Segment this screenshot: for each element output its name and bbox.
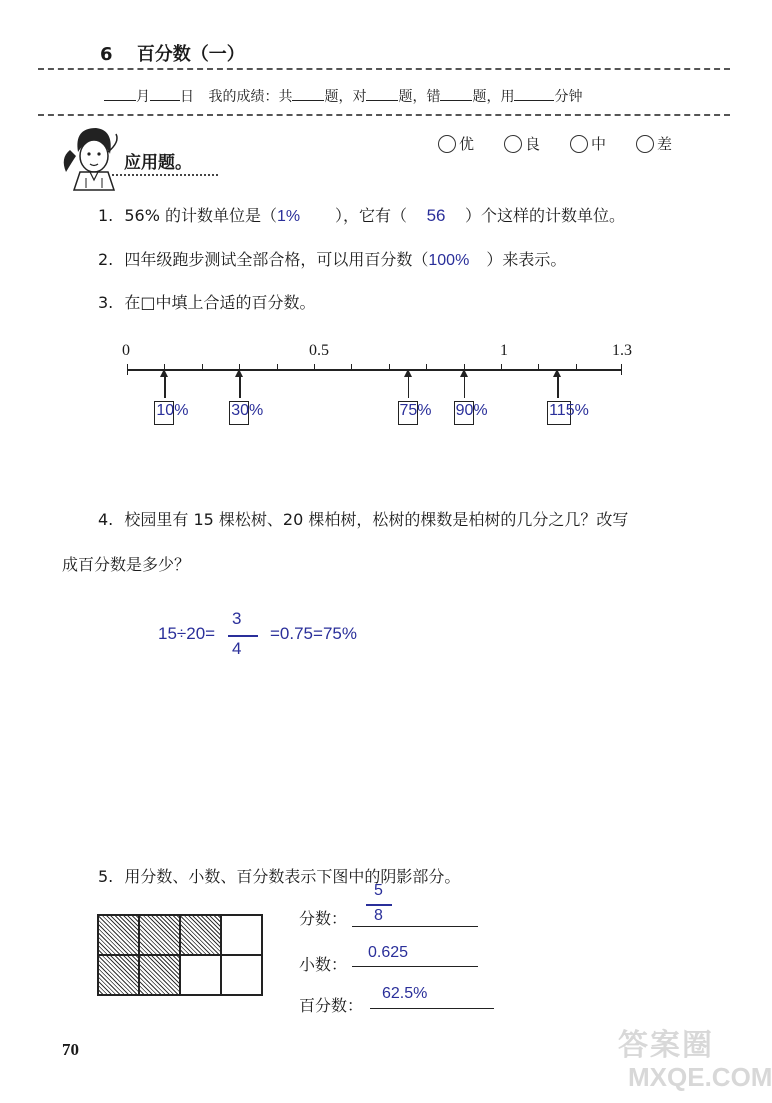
answer-box-value: 30	[231, 402, 249, 419]
answer-percent: 62.5%	[382, 985, 428, 1002]
question-number: 1.	[98, 206, 114, 225]
answer-box-group	[229, 402, 264, 420]
answer-fraction-denominator: 8	[374, 907, 383, 924]
number-line-arrow	[557, 376, 559, 398]
answer-unit: 1%	[277, 208, 301, 225]
grid-cell-shaded	[139, 955, 180, 995]
grid-cell-shaded	[139, 915, 180, 955]
month-label: 月	[136, 89, 150, 105]
grade-label: 优	[459, 135, 475, 153]
fraction-bar	[228, 635, 258, 637]
percent-answer-line	[370, 1008, 494, 1009]
working-left: 15÷20=	[158, 624, 216, 643]
answer-box-group	[154, 402, 189, 420]
percent-label: 百分数：	[299, 996, 364, 1015]
answer-box-group	[454, 402, 486, 420]
decimal-label: 小数：	[299, 955, 348, 974]
q4-working	[158, 609, 458, 662]
question-text: 校园里有 15 棵松树、20 棵柏树，松树的棵数是柏树的几分之几？改写	[124, 510, 629, 529]
question-4-line2: 成百分数是多少？	[62, 555, 191, 574]
section-number: 6	[100, 44, 113, 65]
percent-suffix: %	[417, 402, 432, 419]
questions-unit: 题，对	[324, 89, 367, 105]
number-line	[0, 0, 750, 460]
grade-label: 中	[591, 135, 607, 153]
number-line-tick	[389, 364, 390, 370]
minutes-unit: 分钟	[554, 89, 583, 105]
number-line-tick	[501, 364, 502, 370]
number-line-tick	[202, 364, 203, 370]
axis-label-0: 0	[122, 342, 130, 359]
number-line-arrow	[464, 376, 466, 398]
grid-cell-shaded	[98, 915, 139, 955]
number-line-tick	[576, 364, 577, 370]
answer-box-group	[398, 402, 430, 420]
number-line-tick	[314, 364, 315, 370]
shaded-grid	[97, 914, 263, 996]
grid-cell-empty	[180, 955, 221, 995]
working-right: =0.75=75%	[270, 624, 357, 643]
number-line-arrow	[239, 376, 241, 398]
score-prefix: 我的成绩：共	[208, 89, 293, 105]
number-line-tick	[277, 364, 278, 370]
question-number: 4.	[98, 510, 114, 529]
fraction-answer-line	[352, 926, 478, 927]
grid-cell-empty	[221, 955, 262, 995]
section-heading: 应用题。	[124, 153, 192, 173]
number-line-tick	[538, 364, 539, 370]
fraction-denominator: 4	[232, 639, 242, 658]
percent-suffix: %	[574, 402, 589, 419]
question-text: 四年级跑步测试全部合格，可以用百分数（	[124, 250, 429, 269]
watermark-logo: 答案圈	[618, 1028, 714, 1063]
grade-label: 差	[657, 135, 673, 153]
decimal-answer-line	[352, 966, 478, 967]
number-line-tick-end	[621, 364, 622, 375]
answer-fraction-bar	[366, 904, 392, 906]
section-title: 百分数（一）	[136, 44, 245, 65]
number-line-tick	[426, 364, 427, 370]
question-5	[98, 864, 460, 887]
percent-suffix: %	[174, 402, 189, 419]
number-line-tick	[351, 364, 352, 370]
answer-decimal: 0.625	[368, 944, 409, 961]
percent-suffix: %	[473, 402, 488, 419]
number-line-arrow	[164, 376, 166, 398]
percent-suffix: %	[248, 402, 264, 419]
number-line-arrow	[408, 376, 410, 398]
question-text: 56% 的计数单位是（	[124, 206, 278, 225]
answer-box-value: 75	[399, 402, 418, 419]
number-line-tick-0	[127, 364, 128, 375]
answer-box-value: 90	[455, 402, 474, 419]
axis-label-1-3: 1.3	[612, 342, 632, 359]
wrong-unit: 题，用	[472, 89, 515, 105]
page-number: 70	[62, 1040, 79, 1059]
question-number: 2.	[98, 250, 114, 269]
question-text: ）来表示。	[486, 250, 567, 269]
day-label: 日	[180, 89, 194, 105]
question-4	[98, 507, 628, 530]
question-text: 用分数、小数、百分数表示下图中的阴影部分。	[124, 867, 461, 886]
axis-label-0-5: 0.5	[309, 342, 329, 359]
fraction-numerator: 3	[232, 609, 242, 628]
answer-box-value: 115	[549, 402, 575, 419]
question-number: 3.	[98, 293, 114, 312]
answer-box-value: 10	[156, 402, 175, 419]
grid-cell-shaded	[98, 955, 139, 995]
fraction-answer-row	[299, 906, 347, 929]
grid-cell-empty	[221, 915, 262, 955]
answer-box-group	[547, 402, 587, 420]
grid-cell-shaded	[180, 915, 221, 955]
axis-label-1: 1	[500, 342, 508, 359]
question-text: ）个这样的计数单位。	[465, 206, 626, 225]
answer-count: 56	[426, 206, 446, 225]
question-number: 5.	[98, 867, 114, 886]
question-text: ），它有（	[335, 206, 408, 225]
correct-unit: 题，错	[398, 89, 441, 105]
question-text: 在□中填上合适的百分数。	[124, 293, 316, 312]
watermark-url: MXQE.COM	[628, 1062, 772, 1092]
answer-fraction-numerator: 5	[374, 882, 383, 899]
answer-percent: 100%	[428, 252, 470, 269]
grade-label: 良	[525, 135, 541, 153]
fraction-label: 分数：	[299, 909, 348, 928]
